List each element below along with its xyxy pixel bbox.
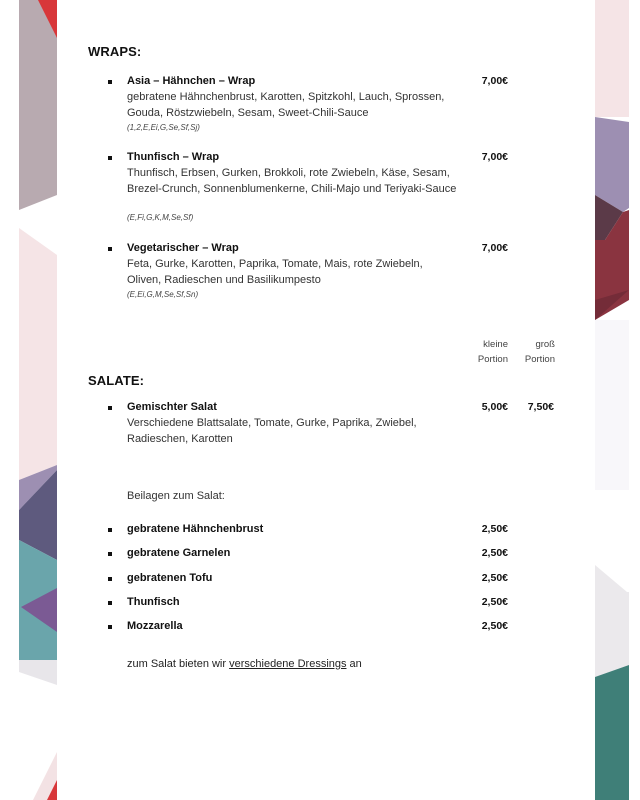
item-description: gebratene Hähnchenbrust, Karotten, Spitzkohl, Lauch, Sprossen, Gouda, Röstzwiebeln, Sesam, Sweet-Chili-Sauce	[127, 91, 445, 119]
bullet-icon	[108, 80, 112, 84]
item-description: Thunfisch, Erbsen, Gurken, Brokkoli, rote Zwiebeln, Käse, Sesam, Brezel-Crunch, Sonnenblumenkerne, Chili-Majo und Teriyaki-Sauce	[127, 167, 457, 195]
addons-heading: Beilagen zum Salat:	[127, 490, 225, 502]
bullet-icon	[108, 625, 112, 629]
dressing-note-underlined: verschiedene Dressings	[229, 658, 347, 670]
bullet-icon	[108, 601, 112, 605]
bullet-icon	[108, 247, 112, 251]
addon-name: Thunfisch	[127, 596, 180, 608]
item-price: 7,00€	[481, 242, 508, 254]
section-title-wraps: WRAPS:	[88, 44, 142, 59]
dressing-note-prefix: zum Salat bieten wir	[127, 658, 230, 670]
item-name: Asia – Hähnchen – Wrap	[127, 75, 256, 87]
menu-item-wrap-asia	[108, 75, 568, 135]
item-allergens: (E,Fi,G,K,M,Se,Sf)	[127, 213, 194, 222]
item-allergens: (1,2,E,Ei,G,Se,Sf,Sj)	[127, 123, 200, 132]
addon-price: 2,50€	[481, 572, 508, 584]
addon-name: gebratene Hähnchenbrust	[127, 523, 264, 535]
portion-header-large	[505, 337, 555, 367]
item-allergens: (E,Ei,G,M,Se,Sf,Sn)	[127, 290, 199, 299]
addon-price: 2,50€	[481, 523, 508, 535]
menu-item-wrap-thunfisch	[108, 151, 568, 226]
bullet-icon	[108, 528, 112, 532]
addon-item	[108, 596, 568, 612]
portion-header-small-line2: Portion	[477, 354, 508, 365]
portion-header-large-line2: Portion	[524, 354, 555, 365]
bullet-icon	[108, 406, 112, 410]
addon-name: Mozzarella	[127, 620, 183, 632]
addon-name: gebratenen Tofu	[127, 572, 213, 584]
addon-price: 2,50€	[481, 596, 508, 608]
menu-item-wrap-vegetarisch	[108, 242, 568, 302]
portion-header-small-line1: kleine	[483, 339, 508, 350]
portion-header-small	[458, 337, 508, 367]
item-name: Vegetarischer – Wrap	[127, 242, 239, 254]
addon-name: gebratene Garnelen	[127, 547, 231, 559]
portion-header-large-line1: groß	[535, 339, 555, 350]
item-price: 7,00€	[481, 151, 508, 163]
menu-item-gemischter-salat	[108, 401, 568, 449]
item-description: Feta, Gurke, Karotten, Paprika, Tomate, Mais, rote Zwiebeln, Oliven, Radieschen und Basilikumpesto	[127, 258, 423, 286]
item-price: 7,00€	[481, 75, 508, 87]
addon-item	[108, 547, 568, 563]
dressing-note-suffix: an	[346, 658, 362, 670]
item-price-large: 7,50€	[527, 401, 554, 413]
addon-price: 2,50€	[481, 620, 508, 632]
item-name: Thunfisch – Wrap	[127, 151, 220, 163]
bullet-icon	[108, 156, 112, 160]
item-price-small: 5,00€	[481, 401, 508, 413]
bullet-icon	[108, 577, 112, 581]
bullet-icon	[108, 552, 112, 556]
addon-item	[108, 572, 568, 588]
item-description: Verschiedene Blattsalate, Tomate, Gurke, Paprika, Zwiebel, Radieschen, Karotten	[127, 417, 417, 445]
addon-price: 2,50€	[481, 547, 508, 559]
addon-item	[108, 523, 568, 539]
section-title-salads: SALATE:	[88, 373, 145, 388]
item-name: Gemischter Salat	[127, 401, 217, 413]
dressing-note	[127, 658, 362, 670]
addon-item	[108, 620, 568, 636]
